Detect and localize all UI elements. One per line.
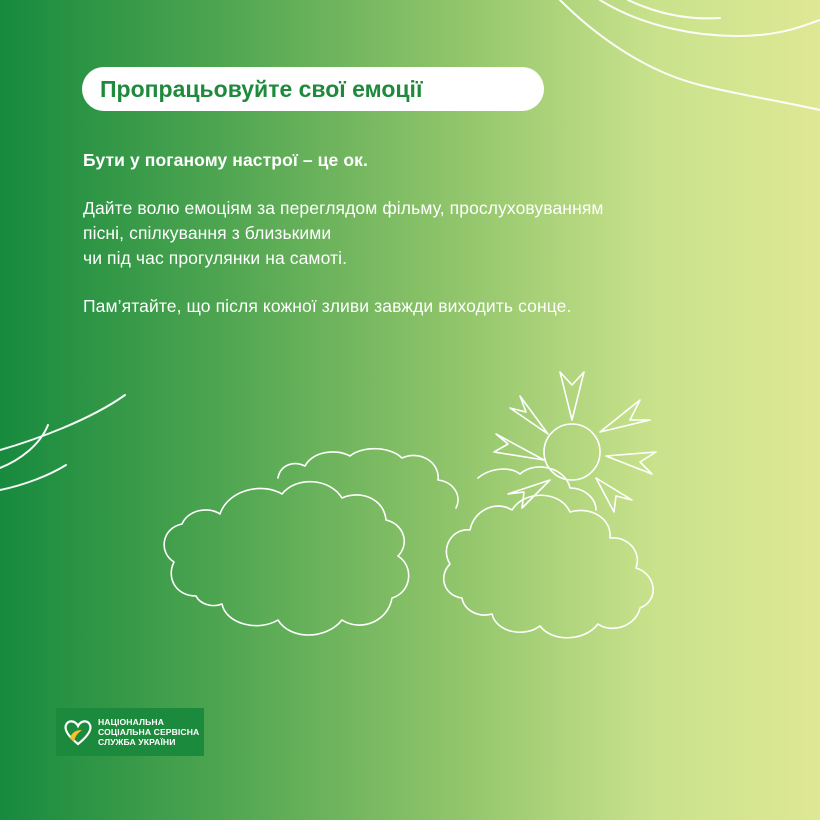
paragraph-line: пісні, спілкування з близькими xyxy=(83,223,332,243)
body-text xyxy=(83,148,783,342)
sun-icon xyxy=(494,372,656,512)
lead-text: Бути у поганому настрої – це ок. xyxy=(83,150,368,170)
advice-paragraph xyxy=(83,196,783,271)
cloud-icon xyxy=(164,482,409,635)
title-badge xyxy=(82,67,544,111)
page-title: Пропрацьовуйте свої емоції xyxy=(100,75,423,102)
logo-line: СЛУЖБА УКРАЇНИ xyxy=(98,737,176,747)
paragraph-line: чи під час прогулянки на самоті. xyxy=(83,248,348,268)
cloud-icon xyxy=(444,495,653,638)
heart-logo-icon xyxy=(62,716,94,748)
paragraph-line: Дайте волю емоціям за переглядом фільму, прослуховуванням xyxy=(83,198,604,218)
logo-line: НАЦІОНАЛЬНА xyxy=(98,717,164,727)
logo-text xyxy=(98,717,199,747)
logo-line: СОЦІАЛЬНА СЕРВІСНА xyxy=(98,727,200,737)
closing-text: Пам’ятайте, що після кожної зливи завжди виходить сонце. xyxy=(83,296,572,316)
organization-logo xyxy=(56,708,204,756)
cloud-icon xyxy=(278,449,458,508)
